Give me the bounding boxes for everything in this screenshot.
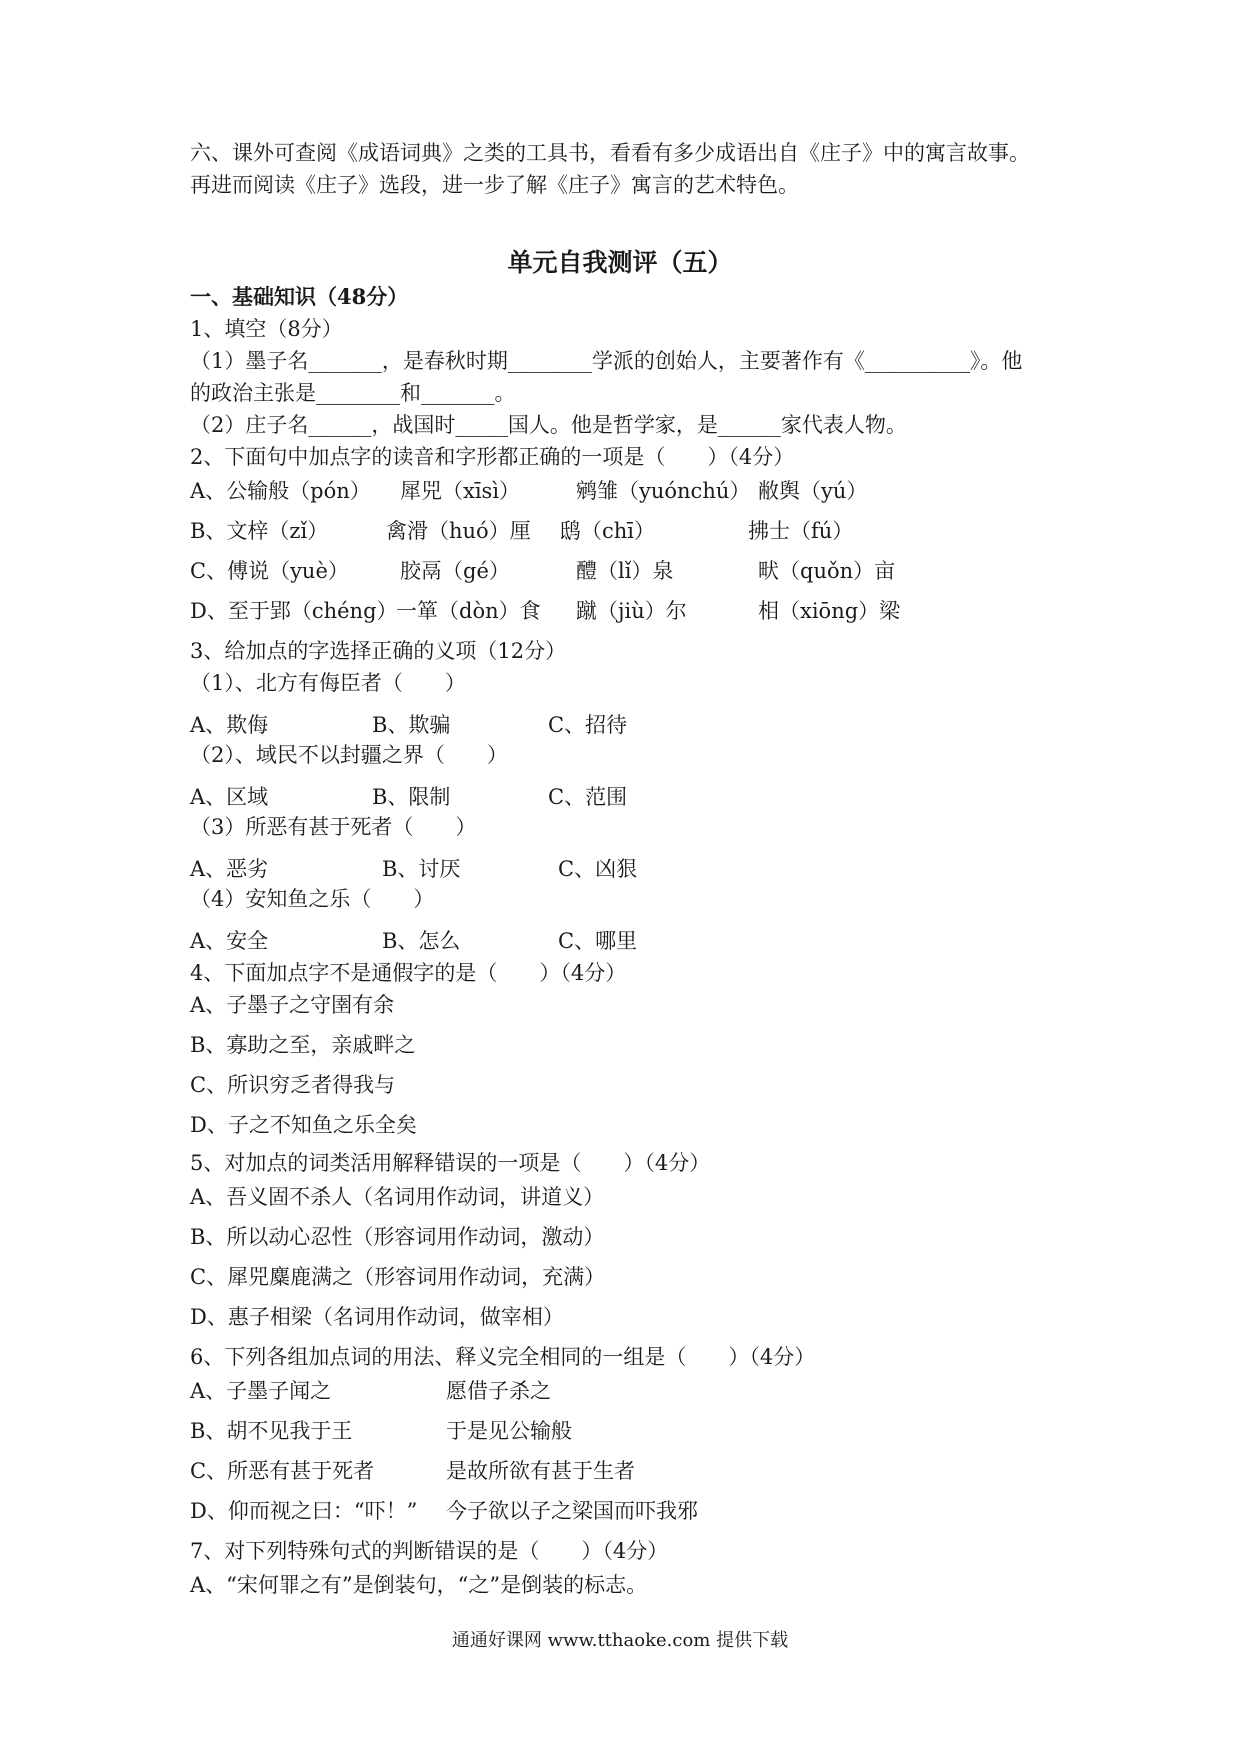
q2-a-4: 敝舆（yú） [758,479,868,503]
q7-heading: 7、对下列特殊句式的判断错误的是（ ）（4分） [190,1539,669,1563]
q5-opt-d: D、惠子相梁（名词用作动词，做宰相） [190,1305,564,1329]
q3-item-1-opt-b: B、欺骗 [372,713,451,737]
q3-item-4-stem: （4）安知鱼之乐（ ） [190,887,435,911]
q2-c-3: 醴（lǐ）泉 [576,559,674,583]
intro-line-1: 六、课外可查阅《成语词典》之类的工具书，看看有多少成语出自《庄子》中的寓言故事。 [190,141,1030,165]
q2-d-4: 相（xiōng）梁 [758,599,901,623]
q2-c-2: 胶鬲（gé） [400,559,510,583]
q2-a-2: 犀兕（xīsì） [400,479,521,503]
q2-d-3: 蹴（jiù）尔 [576,599,687,623]
q6-a-right: 愿借子杀之 [446,1379,551,1403]
q6-c-right: 是故所欲有甚于生者 [446,1459,635,1483]
q2-c-4: 畎（quǒn）亩 [758,559,896,583]
q3-item-4-opt-b: B、怎么 [382,929,461,953]
q4-heading: 4、下面加点字不是通假字的是（ ）（4分） [190,961,627,985]
q1-heading: 1、填空（8分） [190,317,343,341]
q2-b-4: 拂士（fú） [748,519,854,543]
q3-item-3-opt-c: C、凶狠 [558,857,638,881]
q3-item-1-opt-a: A、欺侮 [190,713,269,737]
q2-b-3: 鸱（chī） [560,519,656,543]
q3-item-1-opt-c: C、招待 [548,713,628,737]
q4-opt-c: C、所识穷乏者得我与 [190,1073,396,1097]
q2-b-2: 禽滑（huó）厘 [386,519,531,543]
q1-line-2: 的政治主张是________和_______。 [190,381,516,405]
q3-item-4-opt-c: C、哪里 [558,929,638,953]
q6-b-left: B、胡不见我于王 [190,1419,353,1443]
q6-c-left: C、所恶有甚于死者 [190,1459,375,1483]
q5-heading: 5、对加点的词类活用解释错误的一项是（ ）（4分） [190,1151,711,1175]
q6-heading: 6、下列各组加点词的用法、释义完全相同的一组是（ ）（4分） [190,1345,816,1369]
section-heading: 一、基础知识（48分） [190,284,409,309]
q6-b-right: 于是见公输般 [446,1419,572,1443]
q2-a-1: A、公输般（pón） [190,479,371,503]
q4-opt-d: D、子之不知鱼之乐全矣 [190,1113,417,1137]
q3-item-2-opt-a: A、区域 [190,785,269,809]
q2-a-3: 鹓雏（yuónchú） [576,479,751,503]
footer: 通通好课网 www.tthaoke.com 提供下载 [451,1630,789,1651]
q2-d-1: D、至于郢（chéng） [190,599,398,623]
q3-item-2-stem: （2）、域民不以封疆之界（ ） [190,743,508,767]
q3-item-3-stem: （3）所恶有甚于死者（ ） [190,815,477,839]
q4-opt-a: A、子墨子之守圉有余 [190,993,395,1017]
page-title: 单元自我测评（五） [507,248,733,277]
q4-opt-b: B、寡助之至，亲戚畔之 [190,1033,416,1057]
q3-heading: 3、给加点的字选择正确的义项（12分） [190,639,567,663]
q7-opt-a: A、“宋何罪之有”是倒装句，“之”是倒装的标志。 [190,1573,648,1597]
q5-opt-b: B、所以动心忍性（形容词用作动词，激动） [190,1225,605,1249]
intro-line-2: 再进而阅读《庄子》选段，进一步了解《庄子》寓言的艺术特色。 [190,173,799,197]
q5-opt-c: C、犀兕麋鹿满之（形容词用作动词，充满） [190,1265,606,1289]
q2-b-1: B、文梓（zǐ） [190,519,329,543]
q6-d-left: D、仰而视之曰：“吓！” [190,1499,418,1523]
q3-item-4-opt-a: A、安全 [190,929,269,953]
q5-opt-a: A、吾义固不杀人（名词用作动词，讲道义） [190,1185,605,1209]
q3-item-1-stem: （1）、北方有侮臣者（ ） [190,671,466,695]
q2-c-1: C、傅说（yuè） [190,559,349,583]
q1-line-1: （1）墨子名_______，是春秋时期________学派的创始人，主要著作有《__________》。他 [190,349,1023,373]
q3-item-2-opt-b: B、限制 [372,785,451,809]
q6-a-left: A、子墨子闻之 [190,1379,332,1403]
q2-heading: 2、下面句中加点字的读音和字形都正确的一项是（ ）（4分） [190,445,795,469]
q3-item-2-opt-c: C、范围 [548,785,628,809]
q3-item-3-opt-b: B、讨厌 [382,857,461,881]
q1-line-3: （2）庄子名______，战国时_____国人。他是哲学家，是______家代表人物。 [190,413,907,437]
q6-d-right: 今子欲以子之梁国而吓我邪 [446,1499,698,1523]
q2-d-2: 一箪（dòn）食 [396,599,541,623]
q3-item-3-opt-a: A、恶劣 [190,857,269,881]
